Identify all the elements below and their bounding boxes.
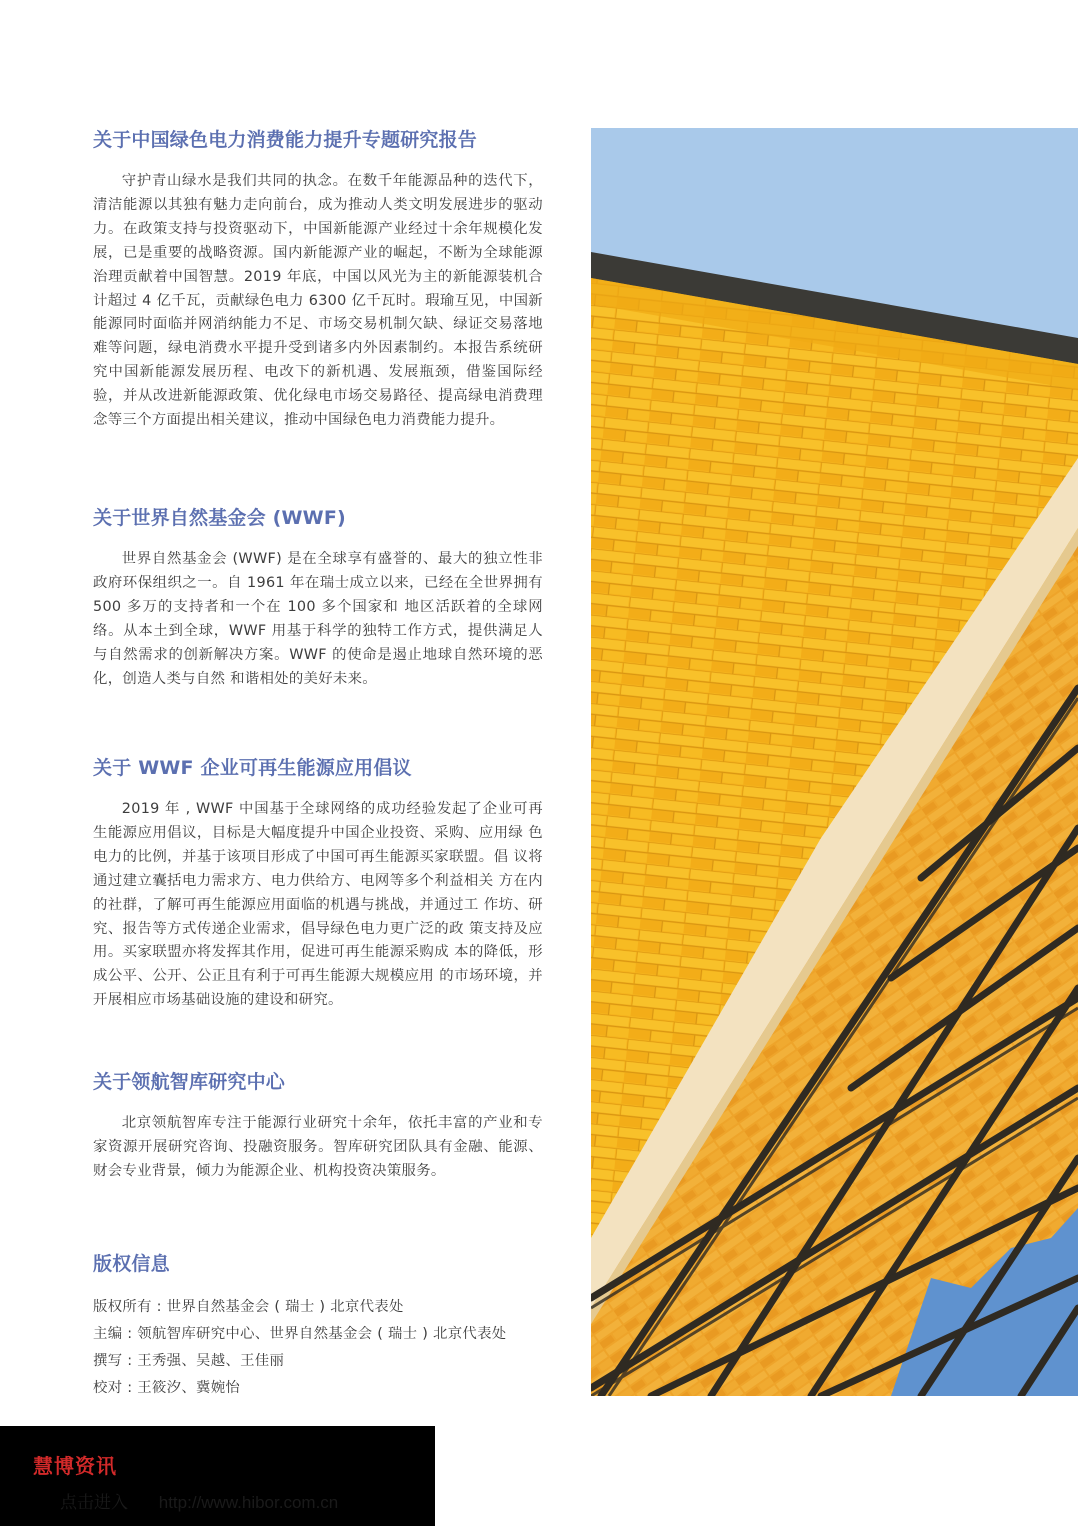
section-title: 版权信息 bbox=[93, 1253, 170, 1275]
section-body: 守护青山绿水是我们共同的执念。在数千年能源品种的迭代下，清洁能源以其独有魅力走向前台，成为推动人类文明发展进步的驱动力。在政策支持与投资驱动下，中国新能源产业经过十余年规模化发展，已是重要的战略资源。国内新能源产业的崛起，不断为全球能源治理贡献着中国智慧。2019 年底，中国以风光为主的新能源装机合计超过 4 亿千瓦，贡献绿色电力 6300 亿千瓦时。瑕瑜互见，中国新能源同时面临并网消纳能力不足、市场交易机制欠缺、绿证交易落地难等问题，绿电消费水平提升受到诸多内外因素制约。本报告系统研究中国新能源发展历程、电改下的新机遇、发展瓶颈，借鉴国际经验，并从改进新能源政策、优化绿电市场交易路径、提高绿电消费理念等三个方面提出相关建议，推动中国绿色电力消费能力提升。 bbox=[93, 173, 543, 429]
section-title: 关于 WWF 企业可再生能源应用倡议 bbox=[93, 757, 412, 779]
section-title: 关于中国绿色电力消费能力提升专题研究报告 bbox=[93, 129, 478, 151]
section-body: 2019 年 , WWF 中国基于全球网络的成功经验发起了企业可再生能源应用倡议，目标是大幅度提升中国企业投资、采购、应用绿 色电力的比例，并基于该项目形成了中国可再生能源买家联盟。倡 议将通过建立囊括电力需求方、电力供给方、电网等多个利益相关 方在内的社群，了解可再生能源应用面临的机遇与挑战，并通过工 作坊、研究、报告等方式传递企业需求，倡导绿色电力更广泛的政 策支持及应用。买家联盟亦将发挥其作用，促进可再生能源采购成 本的降低，形成公平、公开、公正且有利于可再生能源大规模应用 的市场环境，并开展相应市场基础设施的建设和研究。 bbox=[93, 801, 543, 1009]
copyright-owner: 版权所有 : 世界自然基金会 ( 瑞士 ) 北京代表处 bbox=[93, 1299, 404, 1315]
section-about-think-tank bbox=[93, 1068, 543, 1184]
watermark-banner[interactable] bbox=[0, 1426, 435, 1526]
section-body: 世界自然基金会 (WWF) 是在全球享有盛誉的、最大的独立性非政府环保组织之一。自 1961 年在瑞士成立以来，已经在全世界拥有 500 多万的支持者和一个在 100 多个国家和 地区活跃着的全球网络。从本土到全球，WWF 用基于科学的独特工作方式，提供满足人 与自然需求的创新解决方案。WWF 的使命是遏止地球自然环境的恶化，创造人类与自然 和谐相处的美好未来。 bbox=[93, 551, 543, 687]
watermark-link-row[interactable] bbox=[60, 1488, 364, 1513]
copyright-authors: 撰写 : 王秀强、吴越、王佳丽 bbox=[93, 1353, 285, 1369]
section-copyright bbox=[93, 1250, 543, 1402]
section-body: 北京领航智库专注于能源行业研究十余年，依托丰富的产业和专家资源开展研究咨询、投融资服务。智库研究团队具有金融、能源、财会专业背景，倾力为能源企业、机构投资决策服务。 bbox=[93, 1115, 543, 1179]
section-title: 关于领航智库研究中心 bbox=[93, 1071, 286, 1093]
section-about-wwf bbox=[93, 504, 543, 691]
section-title: 关于世界自然基金会 (WWF) bbox=[93, 507, 346, 529]
building-photo-illustration bbox=[591, 128, 1078, 1396]
copyright-list bbox=[93, 1294, 543, 1402]
watermark-link-label[interactable]: 点击进入 bbox=[60, 1493, 128, 1512]
copyright-proofreaders: 校对 : 王筱汐、冀婉怡 bbox=[93, 1380, 241, 1396]
watermark-url[interactable]: http://www.hibor.com.cn bbox=[158, 1493, 339, 1512]
section-wwf-renewable-initiative bbox=[93, 754, 543, 1013]
copyright-editor: 主编 : 领航智库研究中心、世界自然基金会 ( 瑞士 ) 北京代表处 bbox=[93, 1326, 507, 1342]
section-green-power-report bbox=[93, 126, 543, 433]
watermark-brand: 慧博资讯 bbox=[33, 1454, 117, 1478]
building-photo bbox=[591, 128, 1078, 1396]
